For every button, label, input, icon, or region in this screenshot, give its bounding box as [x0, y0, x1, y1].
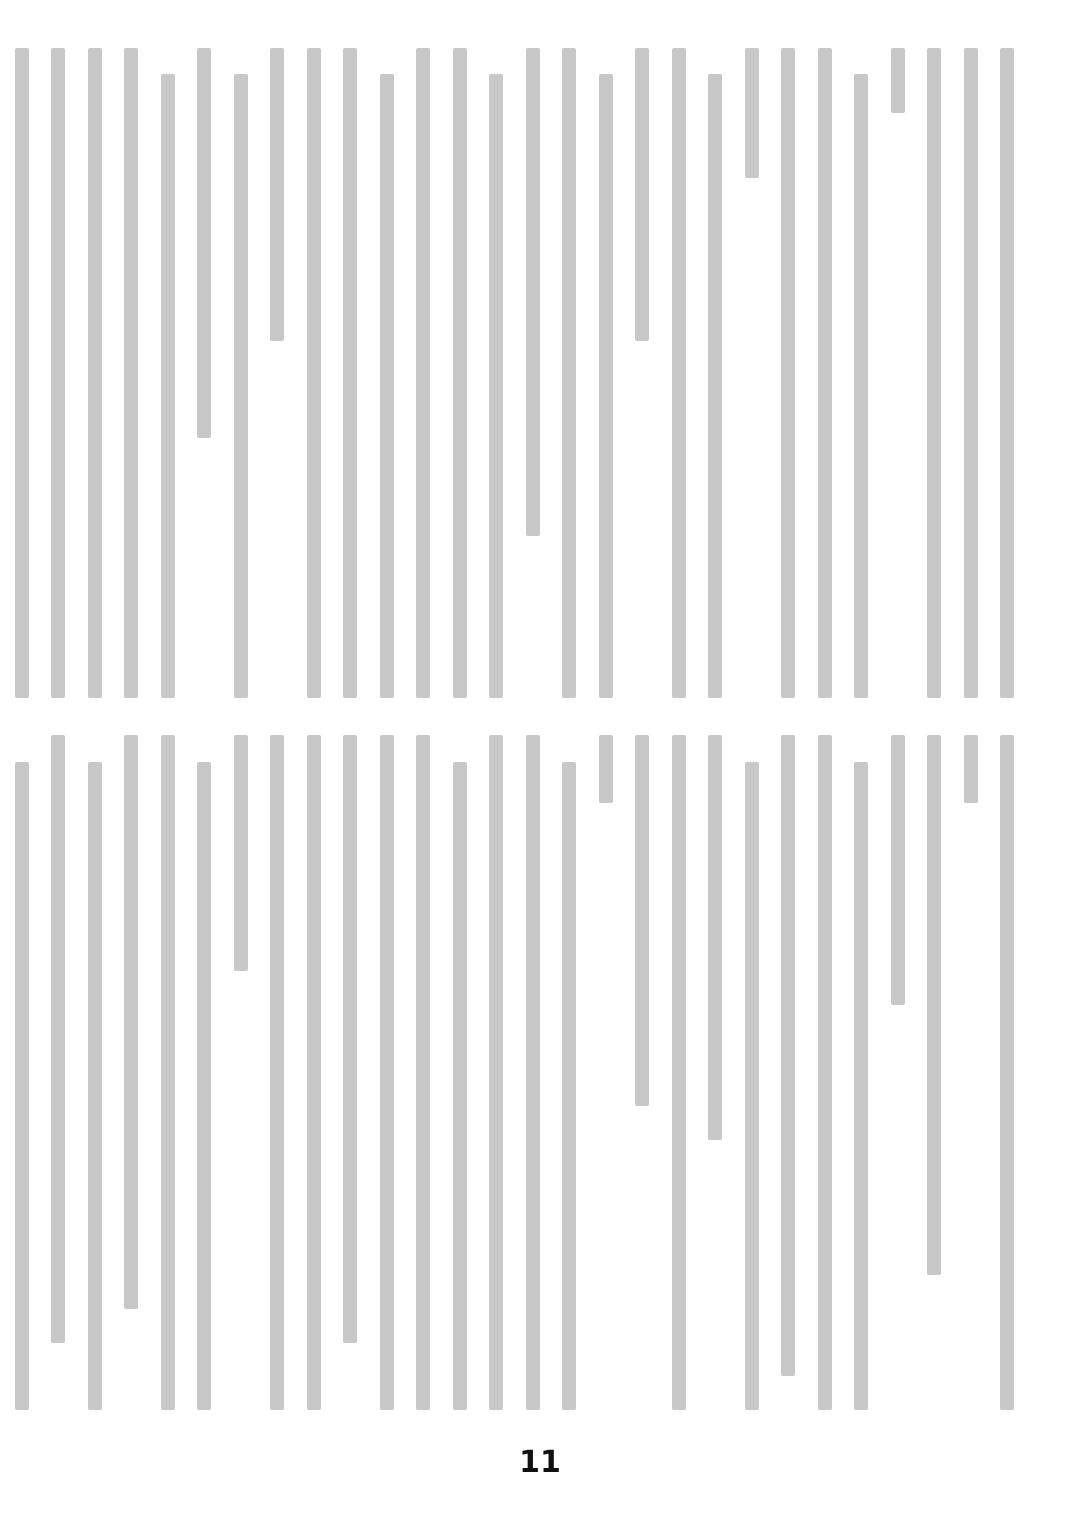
redacted-text-column	[51, 48, 65, 698]
redacted-text-column	[526, 48, 540, 536]
redacted-text-column	[489, 735, 503, 1410]
redacted-text-column	[380, 74, 394, 698]
redacted-text-column	[599, 74, 613, 698]
redacted-text-column	[526, 735, 540, 1410]
redacted-text-column	[891, 735, 905, 1005]
redacted-text-column	[51, 735, 65, 1343]
redacted-text-column	[307, 48, 321, 698]
redacted-text-column	[745, 48, 759, 178]
redacted-text-column	[307, 735, 321, 1410]
page-number: 11	[519, 1445, 561, 1480]
redacted-text-column	[562, 48, 576, 698]
redacted-text-column	[88, 48, 102, 698]
redacted-text-column	[234, 74, 248, 698]
redacted-text-column	[781, 48, 795, 698]
redacted-text-column	[343, 735, 357, 1343]
redacted-text-column	[453, 48, 467, 698]
redacted-text-column	[489, 74, 503, 698]
redacted-text-column	[854, 74, 868, 698]
text-block-top	[80, 48, 1020, 698]
redacted-text-column	[161, 735, 175, 1410]
redacted-text-column	[197, 762, 211, 1410]
redacted-text-column	[270, 735, 284, 1410]
redacted-text-column	[818, 735, 832, 1410]
redacted-text-column	[964, 735, 978, 803]
redacted-text-column	[818, 48, 832, 698]
redacted-text-column	[672, 735, 686, 1410]
redacted-text-column	[197, 48, 211, 438]
redacted-text-column	[891, 48, 905, 113]
redacted-text-column	[562, 762, 576, 1410]
redacted-text-column	[380, 735, 394, 1410]
redacted-text-column	[161, 74, 175, 698]
redacted-text-column	[1000, 735, 1014, 1410]
redacted-text-column	[343, 48, 357, 698]
redacted-text-column	[964, 48, 978, 698]
redacted-text-column	[1000, 48, 1014, 698]
redacted-text-column	[745, 762, 759, 1410]
redacted-text-column	[416, 48, 430, 698]
redacted-text-column	[124, 735, 138, 1309]
redacted-text-column	[453, 762, 467, 1410]
redacted-text-column	[635, 48, 649, 341]
redacted-text-column	[672, 48, 686, 698]
redacted-text-column	[416, 735, 430, 1410]
redacted-text-column	[124, 48, 138, 698]
redacted-text-column	[635, 735, 649, 1106]
redacted-text-column	[234, 735, 248, 971]
redacted-text-column	[708, 74, 722, 698]
redacted-text-column	[15, 762, 29, 1410]
redacted-text-column	[599, 735, 613, 803]
redacted-text-column	[88, 762, 102, 1410]
text-block-bottom	[80, 735, 1020, 1410]
redacted-text-column	[854, 762, 868, 1410]
redacted-text-column	[270, 48, 284, 341]
redacted-text-column	[15, 48, 29, 698]
redacted-text-column	[927, 735, 941, 1275]
redacted-text-column	[708, 735, 722, 1140]
redacted-text-column	[781, 735, 795, 1376]
redacted-text-column	[927, 48, 941, 698]
